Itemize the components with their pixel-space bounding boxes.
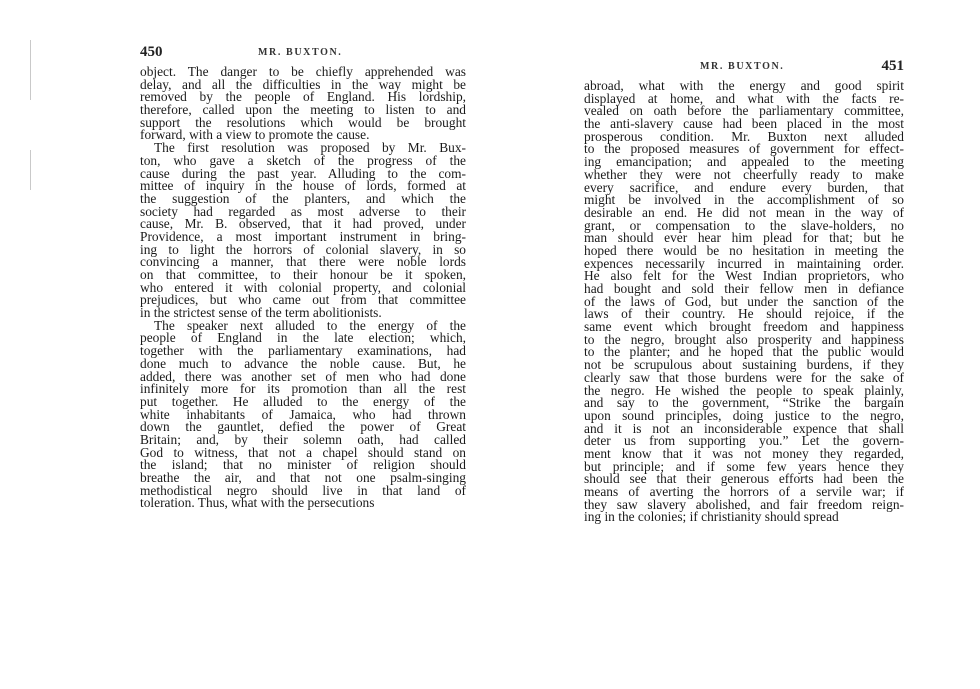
- text-line: they saw slavery abolished, and fair freedom reign-: [584, 496, 904, 512]
- text-line: He also felt for the West Indian proprietors, who: [584, 268, 904, 284]
- left-page-text: [140, 66, 466, 510]
- text-line: man should ever hear him plead for that; but he: [584, 230, 904, 246]
- paragraph: [140, 142, 466, 320]
- text-line: methodistical negro should live in that land of: [140, 482, 466, 498]
- paragraph: [140, 66, 466, 142]
- text-line: ment know that it was not money they regarded,: [584, 445, 904, 461]
- text-line: grant, or compensation to the slave-holders, no: [584, 217, 904, 233]
- text-line: hoped there would be no hesitation in meeting the: [584, 242, 904, 258]
- text-line: toleration. Thus, what with the persecutions: [140, 495, 375, 511]
- left-page: [140, 44, 466, 510]
- text-line: convincing a manner, that there were noble lords: [140, 254, 466, 270]
- text-line: put together. He alluded to the energy of the: [140, 393, 466, 409]
- text-line: God to witness, that not a chapel should stand on: [140, 444, 466, 460]
- text-line: in the strictest sense of the term abolitionists.: [140, 305, 382, 321]
- text-line: same event which brought freedom and happiness: [584, 319, 904, 335]
- text-line: deter us from supporting you.” Let the govern-: [584, 433, 904, 449]
- text-line: who entered it with colonial property, and colonial: [140, 279, 466, 295]
- text-line: object. The danger to be chiefly apprehended was: [140, 64, 466, 79]
- text-line: clearly saw that those burdens were for the sake of: [584, 369, 904, 385]
- text-line: the suggestion of the planters, and which the: [140, 190, 466, 206]
- text-line: Providence, a most important instrument in bring-: [140, 228, 466, 244]
- text-line: therefore, called upon the meeting to listen to and: [140, 102, 466, 118]
- text-line: of the laws of God, but under the sanction of the: [584, 293, 904, 309]
- text-line: support the resolutions which would be brought: [140, 114, 466, 130]
- right-page-header: [584, 58, 904, 80]
- text-line: people of England in the late election; which,: [140, 330, 466, 346]
- paragraph: [140, 317, 466, 511]
- text-line: The speaker next alluded to the energy of the: [154, 317, 466, 333]
- text-line: prosperous condition. Mr. Buxton next alluded: [584, 128, 904, 144]
- text-line: to the negro, brought also prosperity and happiness: [584, 331, 904, 347]
- page-number: 451: [881, 58, 904, 74]
- text-line: society had regarded as most adverse to their: [140, 203, 466, 219]
- text-line: white inhabitants of Jamaica, who had thrown: [140, 406, 466, 422]
- text-line: might be involved in the accomplishment of so: [584, 192, 904, 208]
- text-line: The first resolution was proposed by Mr. Bux-: [154, 140, 466, 156]
- text-line: delay, and all the difficulties in the way might be: [140, 76, 466, 92]
- text-line: whether they were not cheerfully ready to make: [584, 166, 904, 182]
- text-line: cause, Mr. B. observed, that it had proved, under: [140, 216, 466, 232]
- text-line: removed by the people of England. His lordship,: [140, 89, 466, 105]
- text-line: cause during the past year. Alluding to the com-: [140, 165, 466, 181]
- text-line: upon sound principles, doing justice to the negro,: [584, 407, 904, 423]
- text-line: every sacrifice, and endure every burden, that: [584, 179, 904, 195]
- text-line: to the proposed measures of government for effect-: [584, 141, 904, 157]
- text-line: had bought and sold their fellow men in defiance: [584, 281, 904, 296]
- right-page-text: [584, 80, 904, 524]
- text-line: vealed on oath before the parliamentary committee,: [584, 103, 904, 119]
- page-edge-mark: [30, 40, 31, 100]
- text-line: mittee of inquiry in the house of lords, formed at: [140, 178, 466, 194]
- page-edge-mark: [30, 150, 31, 190]
- text-line: and say to the government, “Strike the bargain: [584, 395, 904, 411]
- text-line: ing emancipation; and appealed to the meeting: [584, 154, 904, 170]
- text-line: ing to light the horrors of colonial slavery, in so: [140, 241, 466, 257]
- left-page-header: [140, 44, 466, 66]
- text-line: on that committee, to their honour be it spoken,: [140, 267, 466, 282]
- text-line: down the gauntlet, defied the power of Great: [140, 419, 466, 435]
- text-line: added, there was another set of men who had done: [140, 368, 466, 384]
- text-line: desirable an end. He did not mean in the way of: [584, 204, 904, 220]
- text-line: means of averting the horrors of a servile war; if: [584, 484, 904, 499]
- text-line: laws of their country. He should rejoice, if the: [584, 306, 904, 322]
- text-line: Britain; and, by their solemn oath, had called: [140, 431, 466, 447]
- text-line: but principle; and if some few years hence they: [584, 458, 904, 474]
- text-line: displayed at home, and what with the facts re-: [584, 90, 904, 106]
- text-line: should see that their generous efforts had been the: [584, 471, 904, 487]
- text-line: infinitely more for its promotion than all the rest: [140, 381, 466, 397]
- text-line: forward, with a view to promote the cause.: [140, 127, 370, 143]
- text-line: and it is not an inconsiderable expence that shall: [584, 420, 904, 436]
- text-line: expences necessarily incurred in maintaining order.: [584, 255, 904, 271]
- right-page: [584, 58, 904, 524]
- paragraph: [584, 80, 904, 524]
- text-line: prejudices, but who came out from that committee: [140, 292, 466, 308]
- text-line: the island; that no minister of religion should: [140, 457, 466, 473]
- text-line: not be scrupulous about sustaining burdens, if they: [584, 357, 904, 373]
- text-line: the anti-slavery cause had been placed in the most: [584, 116, 904, 132]
- page-number: 450: [140, 44, 163, 60]
- text-line: to the planter; and he hoped that the public would: [584, 344, 904, 360]
- text-line: done much to advance the noble cause. But, he: [140, 355, 466, 371]
- text-line: breathe the air, and that not one psalm-singing: [140, 470, 466, 485]
- running-head: MR. BUXTON.: [258, 47, 343, 58]
- text-line: together with the parliamentary examinations, had: [140, 343, 466, 359]
- text-line: ing in the colonies; if christianity should spread: [584, 509, 839, 525]
- text-line: abroad, what with the energy and good spirit: [584, 78, 904, 93]
- text-line: ton, who gave a sketch of the progress of the: [140, 152, 466, 168]
- running-head: MR. BUXTON.: [700, 61, 785, 72]
- text-line: the negro. He wished the people to speak plainly,: [584, 382, 904, 398]
